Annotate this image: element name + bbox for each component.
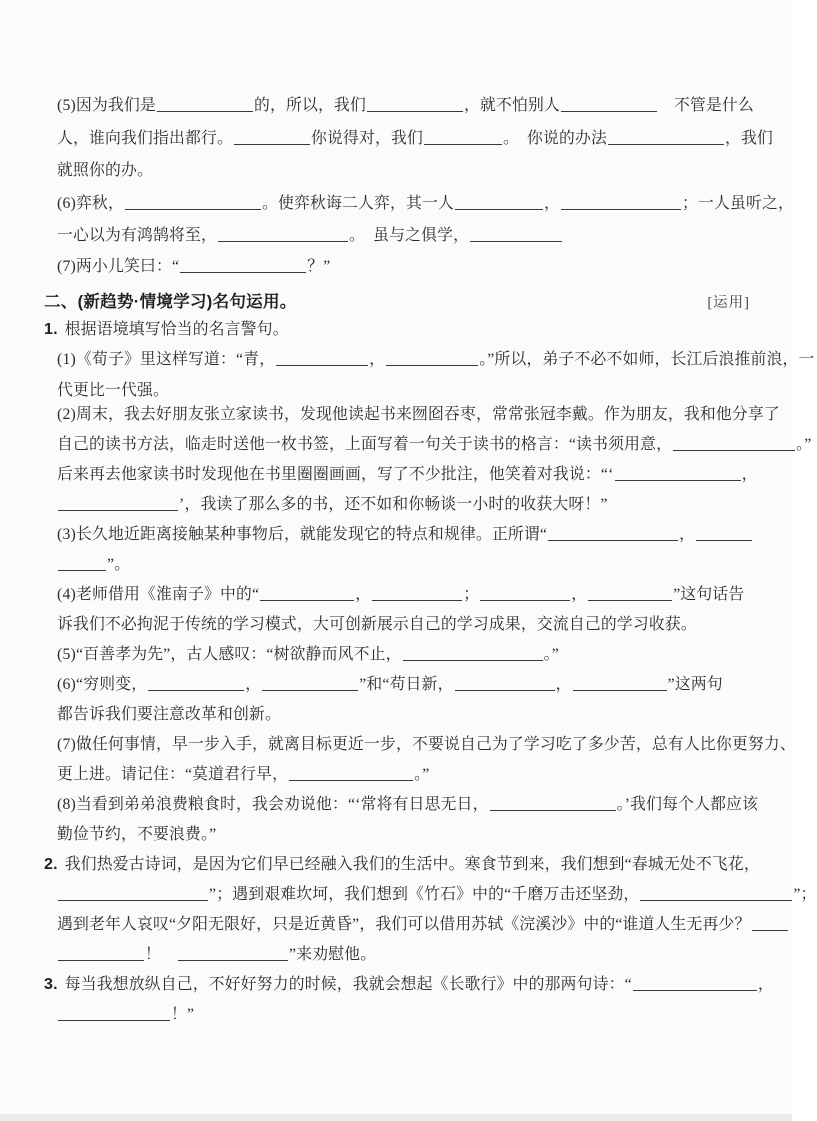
text-run: 不管是什么: [657, 97, 754, 114]
text-line: [57, 95, 754, 116]
answer-blank: [58, 497, 178, 511]
answer-blank: [148, 677, 244, 691]
answer-blank: [455, 677, 555, 691]
answer-blank: [289, 767, 413, 781]
text-run: 勤俭节约，不要浪费。”: [57, 826, 217, 843]
text-run: 自己的读书方法，临走时送他一枚书签，上面写着一句关于读书的格言：“读书须用意，: [57, 436, 673, 453]
text-run: ”这句话告: [673, 586, 745, 603]
answer-blank: [673, 437, 795, 451]
text-run: ，: [355, 586, 372, 603]
text-run: (3)长久地近距离接触某种事物后，就能发现它的特点和规律。正所谓“: [57, 526, 548, 543]
text-line: [57, 380, 169, 401]
answer-blank: [615, 467, 741, 481]
text-run: ，就不怕别人: [464, 97, 560, 114]
text-line: [57, 884, 817, 905]
question-number: 3.: [44, 976, 58, 993]
answer-blank: [608, 131, 724, 145]
text-line: [57, 225, 563, 246]
text-run: 根据语境填写恰当的名言警句。: [64, 321, 289, 338]
text-run: 后来再去他家读书时发现他在书里圈圈画画，写了不少批注，他笑着对我说：“‘: [57, 466, 614, 483]
answer-blank: [386, 352, 478, 366]
answer-blank: [403, 647, 543, 661]
text-line: [57, 794, 758, 815]
text-run: 。 你说的办法: [502, 130, 608, 147]
text-run: (8)当看到弟弟浪费粮食时，我会劝说他：“‘常将有日思无日，: [57, 796, 489, 813]
text-run: 。使弈秋诲二人弈，其一人: [262, 195, 454, 212]
text-line: [57, 524, 753, 545]
section-title: 二、(新趋势·情境学习)名句运用。: [44, 293, 297, 311]
text-run: (6)“穷则变，: [57, 676, 148, 693]
question-number: 1.: [44, 321, 58, 338]
text-run: ”；遇到艰难坎坷，我们想到《竹石》中的“千磨万击还坚劲，: [209, 886, 640, 903]
text-run: ”；: [793, 886, 817, 903]
text-line: [57, 704, 281, 725]
question-number: 2.: [44, 856, 58, 873]
text-run: 每当我想放纵自己，不好好努力的时候，我就会想起《长歌行》中的那两句诗：“: [64, 976, 632, 993]
text-run: ，: [369, 351, 386, 368]
text-run: 遇到老年人哀叹“夕阳无限好，只是近黄昏”，我们可以借用苏轼《浣溪沙》中的“谁道人生无再少？: [57, 916, 751, 933]
text-run: ，: [571, 586, 588, 603]
text-line: [44, 974, 774, 995]
answer-blank: [696, 527, 752, 541]
text-line: [57, 554, 130, 575]
text-run: (5)“百善孝为先”，古人感叹：“树欲静而风不止，: [57, 646, 402, 663]
answer-blank: [234, 131, 310, 145]
text-run: ，: [555, 676, 572, 693]
answer-blank: [752, 917, 788, 931]
text-run: 你说得对，我们: [310, 130, 423, 147]
text-run: ”和“苟日新，: [359, 676, 454, 693]
text-line: [57, 644, 559, 665]
text-line: [44, 319, 289, 340]
text-line: [57, 128, 773, 149]
text-run: 。”: [543, 646, 559, 663]
text-run: ；一人虽听之，: [681, 195, 794, 212]
answer-blank: [470, 228, 562, 242]
text-run: (7)做任何事情，早一步入手，就离目标更近一步，不要说自己为了学习吃了多少苦，总有人比你更努力、: [57, 736, 796, 753]
text-run: 都告诉我们要注意改革和创新。: [57, 706, 281, 723]
answer-blank: [561, 196, 681, 210]
answer-blank: [157, 98, 253, 112]
text-run: ’，我读了那么多的书，还不如和你畅谈一小时的收获大呀！”: [179, 496, 608, 513]
text-run: (1)《荀子》里这样写道：“青，: [57, 351, 276, 368]
text-run: (6)弈秋，: [57, 195, 125, 212]
text-run: 我们热爱古诗词，是因为它们早已经融入我们的生活中。寒食节到来，我们想到“春城无处不飞花，: [64, 856, 760, 873]
text-run: 。’我们每个人都应该: [616, 796, 759, 813]
text-line: [57, 464, 758, 485]
answer-blank: [58, 887, 208, 901]
text-run: 就照你的办。: [57, 162, 153, 179]
answer-blank: [561, 98, 657, 112]
text-line: [57, 404, 780, 425]
text-run: ”来劝慰他。: [289, 946, 377, 963]
text-run: ，: [679, 526, 696, 543]
answer-blank: [372, 587, 462, 601]
text-line: [57, 434, 811, 455]
text-run: 代更比一代强。: [57, 382, 169, 399]
text-run: 一心以为有鸿鹄将至，: [57, 227, 217, 244]
text-line: [57, 824, 216, 845]
text-run: ，: [245, 676, 262, 693]
text-line: [57, 914, 789, 935]
text-run: ，我们: [725, 130, 774, 147]
text-line: [57, 1004, 194, 1025]
answer-blank: [125, 196, 261, 210]
text-line: [57, 349, 814, 370]
answer-blank: [424, 131, 502, 145]
text-run: (7)两小儿笑曰：“: [57, 258, 180, 275]
text-run: ，: [543, 195, 560, 212]
text-run: 。”: [414, 766, 430, 783]
text-run: ！”: [171, 1006, 195, 1023]
section-2-header: [44, 288, 750, 312]
answer-blank: [367, 98, 463, 112]
scan-edge: [0, 1114, 792, 1121]
text-line: [57, 256, 330, 277]
answer-blank: [58, 947, 144, 961]
text-run: 。”: [796, 436, 812, 453]
text-run: 。”所以，弟子不必不如师，长江后浪推前浪，一: [479, 351, 815, 368]
text-run: ”。: [107, 556, 131, 573]
text-run: (4)老师借用《淮南子》中的“: [57, 586, 260, 603]
text-line: [57, 764, 429, 785]
text-run: ！: [145, 946, 177, 963]
answer-blank: [218, 228, 348, 242]
text-run: ，: [741, 466, 758, 483]
answer-blank: [480, 587, 570, 601]
answer-blank: [490, 797, 616, 811]
answer-blank: [573, 677, 667, 691]
text-line: [57, 584, 744, 605]
answer-blank: [58, 557, 106, 571]
text-run: 更上进。请记住：“莫道君行早，: [57, 766, 289, 783]
section-tag-badge: [运用]: [707, 295, 750, 311]
text-line: [57, 614, 697, 635]
answer-blank: [58, 1007, 170, 1021]
text-line: [57, 674, 723, 695]
text-line: [57, 193, 794, 214]
text-line: [57, 494, 608, 515]
text-run: 诉我们不必拘泥于传统的学习模式，大可创新展示自己的学习成果，交流自己的学习收获。: [57, 616, 697, 633]
text-run: ，: [757, 976, 774, 993]
text-run: ；: [463, 586, 480, 603]
text-run: 的，所以，我们: [254, 97, 366, 114]
text-run: (5)因为我们是: [57, 97, 157, 114]
answer-blank: [178, 947, 288, 961]
text-line: [57, 160, 153, 181]
text-run: 。 虽与之俱学，: [348, 227, 470, 244]
text-line: [57, 944, 376, 965]
text-run: 人，谁向我们指出都行。: [57, 130, 233, 147]
text-line: [57, 734, 796, 755]
answer-blank: [640, 887, 792, 901]
answer-blank: [262, 677, 358, 691]
text-run: ？”: [307, 258, 331, 275]
answer-blank: [455, 196, 543, 210]
answer-blank: [276, 352, 368, 366]
answer-blank: [180, 259, 306, 273]
answer-blank: [548, 527, 678, 541]
answer-blank: [588, 587, 672, 601]
answer-blank: [633, 977, 757, 991]
answer-blank: [260, 587, 354, 601]
text-run: ”这两句: [667, 676, 723, 693]
text-line: [44, 854, 760, 875]
text-run: (2)周末，我去好朋友张立家读书，发现他读起书来囫囵吞枣，常常张冠李戴。作为朋友，我和他分享了: [57, 406, 780, 423]
